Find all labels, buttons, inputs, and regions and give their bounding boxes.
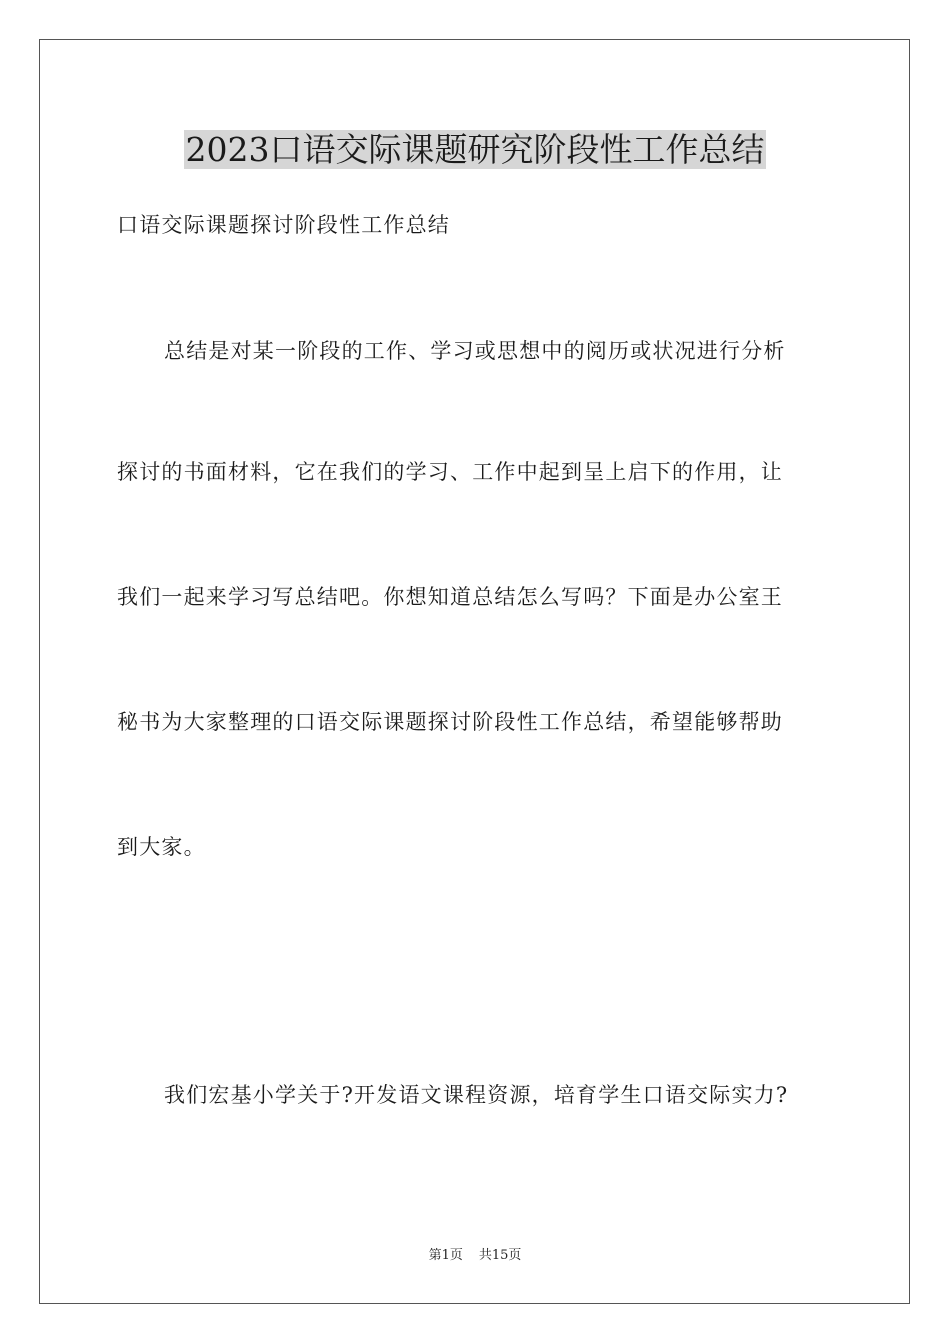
- paragraph-line: 探讨的书面材料，它在我们的学习、工作中起到呈上启下的作用，让: [117, 460, 783, 484]
- document-subtitle: 口语交际课题探讨阶段性工作总结: [117, 213, 450, 237]
- total-pages: 共15页: [478, 1248, 522, 1263]
- paragraph-line: 到大家。: [117, 835, 206, 859]
- paragraph-line: 我们一起来学习写总结吧。你想知道总结怎么写吗？下面是办公室王: [117, 585, 783, 609]
- page-number: 第1页: [428, 1248, 463, 1263]
- paragraph-line: 我们宏基小学关于?开发语文课程资源，培育学生口语交际实力?: [164, 1083, 789, 1107]
- page-footer: [0, 1247, 950, 1265]
- paragraph-line: 秘书为大家整理的口语交际课题探讨阶段性工作总结，希望能够帮助: [117, 710, 783, 734]
- document-title: [0, 128, 950, 172]
- document-title-text: 2023口语交际课题研究阶段性工作总结: [185, 130, 765, 169]
- paragraph-line: 总结是对某一阶段的工作、学习或思想中的阅历或状况进行分析: [164, 339, 786, 363]
